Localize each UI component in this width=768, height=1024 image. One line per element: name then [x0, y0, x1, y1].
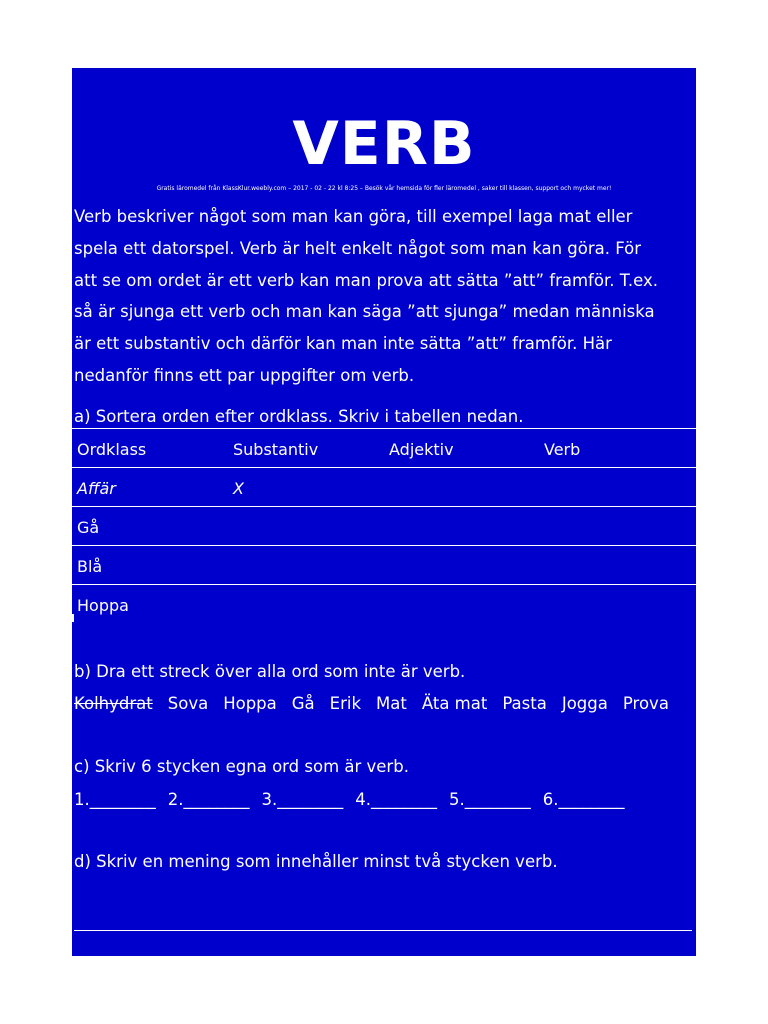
- intro-paragraph: [74, 201, 692, 392]
- word-item[interactable]: Äta mat: [421, 694, 488, 713]
- answer-blank[interactable]: 3.________: [261, 790, 344, 809]
- answer-blank[interactable]: 2.________: [167, 790, 250, 809]
- word-item[interactable]: Prova: [622, 694, 669, 713]
- answer-blank[interactable]: 6.________: [542, 790, 625, 809]
- word-item[interactable]: Jogga: [561, 694, 608, 713]
- word-item[interactable]: Gå: [291, 694, 315, 713]
- word-class-table: [72, 428, 696, 623]
- word-item[interactable]: Kolhydrat: [74, 694, 153, 713]
- answer-blank[interactable]: 1.________: [74, 790, 156, 809]
- intro-line: nedanför finns ett par uppgifter om verb.: [74, 365, 415, 385]
- task-b-heading: b) Dra ett streck över alla ord som inte är verb.: [74, 662, 466, 681]
- sentence-answer-line[interactable]: [74, 930, 692, 931]
- table-edge-mark: [72, 614, 74, 622]
- table-cell[interactable]: X: [233, 479, 244, 498]
- table-cell: Gå: [77, 518, 100, 537]
- blank-list: [74, 786, 637, 814]
- intro-line: så är sjunga ett verb och man kan säga ”att sjunga” medan människa: [74, 302, 655, 322]
- table-row: [72, 545, 696, 584]
- table-row: [72, 584, 696, 623]
- intro-line: Verb beskriver något som man kan göra, till exempel laga mat eller: [74, 207, 633, 226]
- table-header-cell: Adjektiv: [389, 440, 454, 459]
- word-item[interactable]: Sova: [167, 694, 209, 713]
- word-item[interactable]: Erik: [329, 694, 362, 713]
- table-cell: Blå: [77, 557, 103, 576]
- task-c-heading: c) Skriv 6 stycken egna ord som är verb.: [74, 757, 409, 776]
- table-row: [72, 467, 696, 506]
- word-item[interactable]: Hoppa: [223, 694, 277, 713]
- task-a-heading: a) Sortera orden efter ordklass. Skriv i tabellen nedan.: [74, 407, 524, 426]
- credit-line: Gratis läromedel från KlassKlur.weebly.com – 2017 - 02 - 22 kl 8:25 – Besök vår hemsida för fler läromedel , saker till klassen, support och mycket mer!: [156, 185, 612, 192]
- table-header-cell: Verb: [544, 440, 581, 459]
- answer-blank[interactable]: 4.________: [355, 790, 437, 809]
- intro-line: att se om ordet är ett verb kan man prova att sätta ”att” framför. T.ex.: [74, 270, 658, 290]
- table-cell: Hoppa: [77, 596, 129, 615]
- word-item[interactable]: Pasta: [502, 694, 547, 713]
- intro-line: spela ett datorspel. Verb är helt enkelt något som man kan göra. För: [74, 238, 642, 258]
- table-header-cell: Substantiv: [233, 440, 319, 459]
- task-d-heading: d) Skriv en mening som innehåller minst två stycken verb.: [74, 852, 558, 871]
- intro-line: är ett substantiv och därför kan man inte sätta ”att” framför. Här: [74, 334, 612, 354]
- table-header-cell: Ordklass: [77, 440, 147, 459]
- word-item[interactable]: Mat: [376, 694, 407, 713]
- table-row: [72, 506, 696, 545]
- worksheet: [72, 68, 696, 956]
- word-list: [74, 690, 684, 718]
- answer-blank[interactable]: 5.________: [449, 790, 531, 809]
- table-header-row: [72, 428, 696, 467]
- table-cell: Affär: [77, 479, 116, 498]
- page-title: VERB: [292, 109, 476, 179]
